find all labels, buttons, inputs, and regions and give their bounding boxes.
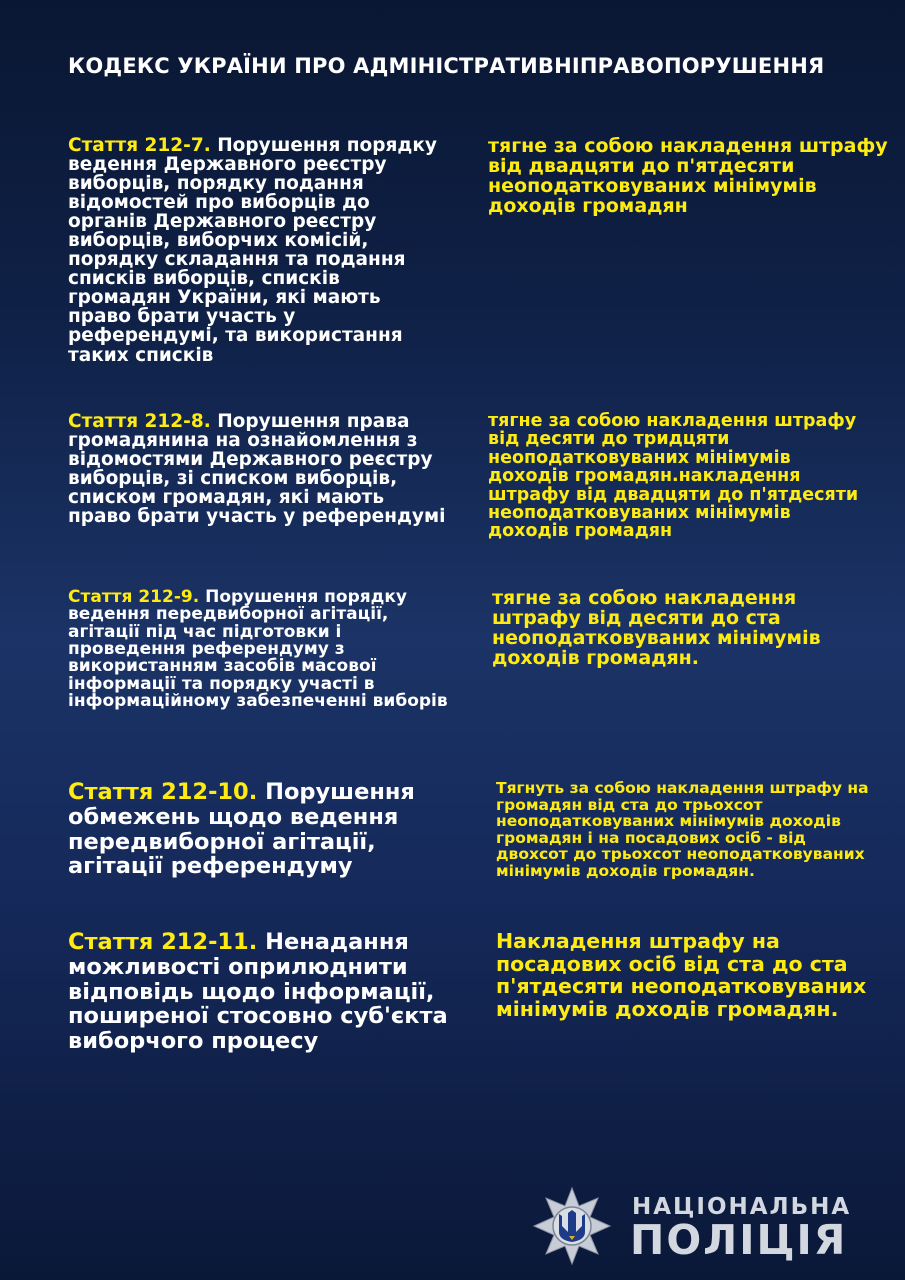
article-212-10-description bbox=[68, 780, 458, 879]
article-number: Стаття 212-8. bbox=[68, 411, 211, 432]
article-text: Порушення порядку ведення передвиборної агітації, агітації під час підготовки і проведення референдуму з використанням засобів масової інформації та порядку участі в інформаційному забезпеченні виборів bbox=[68, 587, 448, 711]
article-212-11-description bbox=[68, 930, 468, 1054]
article-212-7-description bbox=[68, 136, 448, 365]
article-212-8-penalty: тягне за собою накладення штрафу від десяти до тридцяти неоподатковуваних мінімумів доходів громадян.накладення штрафу від двадцяти до п'ятдесяти неоподатковуваних мінімумів доходів громадян bbox=[488, 411, 859, 542]
article-212-9-penalty: тягне за собою накладення штрафу від десяти до ста неоподатковуваних мінімумів доходів громадян. bbox=[492, 587, 821, 669]
article-number: Стаття 212-9. bbox=[68, 587, 200, 607]
article-212-9-description bbox=[68, 589, 458, 710]
brand-name-line2: ПОЛІЦІЯ bbox=[630, 1216, 848, 1264]
article-212-10-penalty: Тягнуть за собою накладення штрафу на громадян від ста до трьохсот неоподатковуваних мінімумів доходів громадян і на посадових осіб - від двохсот до трьохсот неоподатковуваних мінімумів доходів громадян. bbox=[496, 779, 869, 880]
article-text: Ненадання можливості оприлюднити відповідь щодо інформації, поширеної стосовно суб'єкта виборчого процесу bbox=[68, 929, 448, 1054]
article-number: Стаття 212-7. bbox=[68, 135, 211, 156]
article-number: Стаття 212-11. bbox=[68, 929, 258, 955]
article-212-8-description bbox=[68, 412, 453, 526]
article-212-11-penalty: Накладення штрафу на посадових осіб від ста до ста п'ятдесяти неоподатковуваних мінімумів доходів громадян. bbox=[496, 929, 867, 1021]
police-star-trident-icon bbox=[532, 1186, 612, 1266]
article-text: Порушення обмежень щодо ведення передвиборної агітації, агітації референдуму bbox=[68, 779, 415, 880]
article-212-7-penalty: тягне за собою накладення штрафу від двадцяти до п'ятдесяти неоподатковуваних мінімумів доходів громадян bbox=[488, 135, 888, 217]
article-text: Порушення порядку ведення Державного реєстру виборців, порядку подання відомостей про виборців до органів Державного реєстру виборців, виборчих комісій, порядку складання та подання списків виборців, списків громадян України, які мають право брати участь у референдумі, та використання таких списків bbox=[68, 135, 437, 366]
article-text: Порушення права громадянина на ознайомлення з відомостями Державного реєстру виборців, зі списком виборців, списком громадян, які мають право брати участь у референдумі bbox=[68, 411, 446, 528]
article-number: Стаття 212-10. bbox=[68, 779, 258, 805]
brand-name-line1: НАЦІОНАЛЬНА bbox=[632, 1194, 852, 1220]
page-title: КОДЕКС УКРАЇНИ ПРО АДМІНІСТРАТИВНІПРАВОПОРУШЕННЯ bbox=[68, 54, 825, 78]
